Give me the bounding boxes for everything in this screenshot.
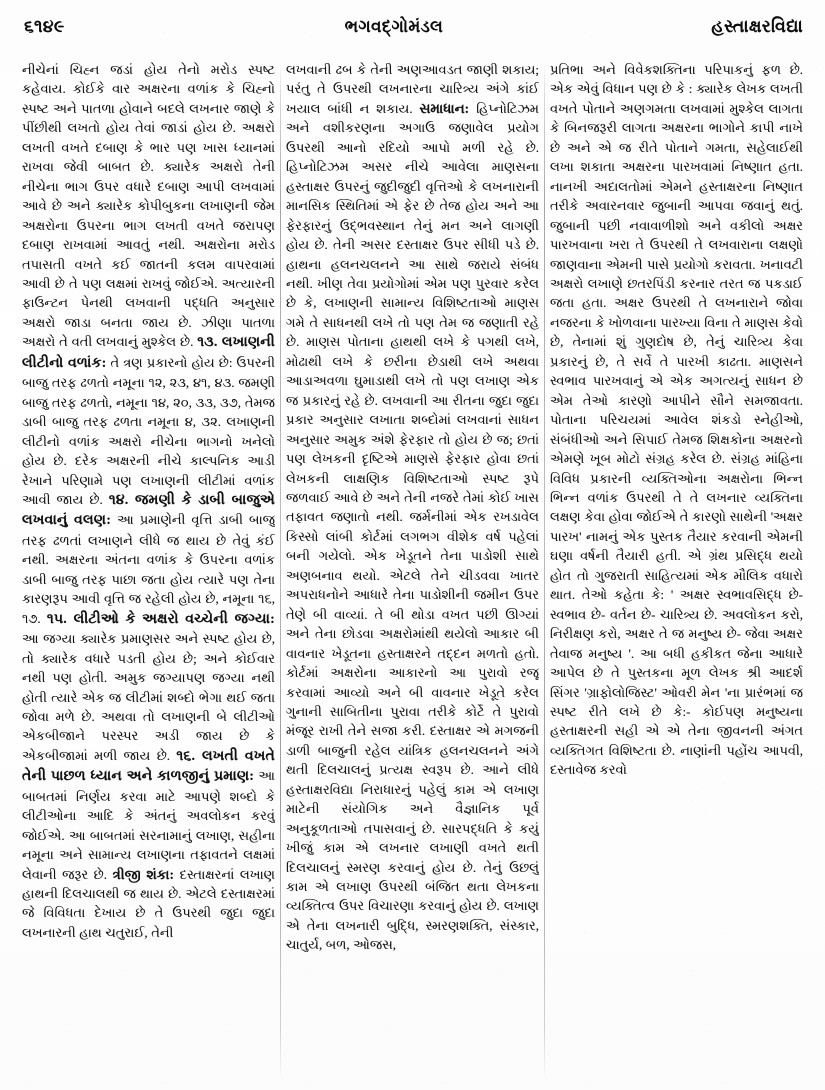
column-gap-2 xyxy=(539,60,550,1082)
body-text: પ્રતિભા અને વિવેકશક્તિના પરિપાકનું ફળ છે. એક એવું વિધાન પણ છે કે : ક્યારેક લેખક લખતી વખતે પોતાને અણગમતા લખવામાં મુશ્કેલ લાગતા કે બિનજરૂરી લાગતા અક્ષરના ભાગોને કાપી નાખે છે અને એ જ રીતે પોતાને ગમતા, સહેલાઈથી લખા શકાતા અક્ષરના પારખવામાં નિષ્ણાત હતા. નાનખી અદાલતોમાં એમને હસ્તાક્ષરના નિષ્ણાત તરીકે અવારનવાર જુબાની આપવા જવાનું થતું. જુબાની પછી નવાવાળીશો અને વકીલો અક્ષર પારખવાના ખરા તે ઉપરથી તે લખવારાના લક્ષણો જાણવાના એમની પાસે પ્રયોગો કરાવતા. ખનાવટી અક્ષરો લખાણે છતરપિંડી કરનાર તરત જ પકડાઈ જતા હતા. અક્ષર ઉપરથી તે લખનારાને જોવા નજરના કે ખોળવાના પારખ્યા વિના તે માણસ કેવો છે, તેનામાં શું ગુણદોષ છે, તેનું ચારિત્ર્ય કેવા પ્રકારનું છે, તે સર્વે તે પારખી કાઢતા. માણસને સ્વભાવ પારખવાનું એ એક અગત્યનું સાધન છે એમ તેઓ કારણો આપીને સૌને સમજાવતા. પોતાના પરિચયમાં આવેલ શંકડો સ્નેહીઓ, સંબંધીઓ અને સિપાઈ તેમજ શિક્ષકોના અક્ષરનો એમણે ખૂબ મોટો સંગ્રહ કરેલ છે. સંગ્રહ માંહિના વિવિધ પ્રકારની વ્યક્તિઓના અક્ષરોના ભિન્ન ભિન્ન વળાંક ઉપરથી તે તે લખનાર વ્યક્તિના લક્ષણ કેવા હોવા જોઈએ તે કારણો સાથેની 'અક્ષર પારખ' નામનું એક પુસ્તક તૈયાર કરવાની એમની ઘણા વર્ષની તૈયારી હતી. એ ગ્રંથ પ્રસિદ્ધ થયો હોત તો ગુજરાતી સાહિત્યમાં એક મૌલિક વધારો થાત. તેઓ કહેતા કે: ' અક્ષર સ્વભાવસિદ્ધ છે- સ્વભાવ છે- વર્તન છે- ચારિત્ર્ય છે. અવલોકન કરો, નિરીક્ષણ કરો, અક્ષર તે જ મનુષ્ય છે- જેવા અક્ષર તેવાજ મનુષ્ય '. આ બધી હકીકત જેના આધારે આપેલ છે તે પુસ્તકના મૂળ લેખક શ્રી આદર્શ સિંગર 'ગ્રાફોલોજિસ્ટ' ઓવરી મેન 'ના પ્રારંભમાં જ સ્પષ્ટ રીતે લખે છે કે:- કોઈપણ મનુષ્યના હસ્તાક્ષરની સહી એ એ તેના જીવનની અંગત વ્યક્તિગત વિશિષ્ટતા છે. નાણાંની પહોંચ આપવી, દસ્તાવેજ કરવો xyxy=(550,62,803,778)
section-heading: ૧૫. લીટીઓ કે અક્ષરો વચ્ચેની જગ્યા: xyxy=(46,610,275,627)
section-heading: સમાધાન: xyxy=(419,100,470,116)
body-text: દસ્તાક્ષરનાં લખાણ હાથની દિલચાલથી જ થાય છે. એટલે દસ્તાક્ષરમાં જે વિવિધતા દેખાય છે તે ઉપરથી જુદા જુદા લખનારની હાથ ચતુરાઈ, તેની xyxy=(22,866,275,940)
body-text: હિપ્નોટિઝમ અને વશીકરણના અગાઉ જણાવેલ પ્રયોગ ઉપરથી આનો રદિયો આપો મળી રહે છે. હિપ્નોટિઝમ અસર નીચે આવેલા માણસના હસ્તાક્ષર ઉપરનું જુદીજુદી વૃત્તિઓ કે લખનારાની માનસિક સ્થિતિમાં એ ફેર છે તેજ હોય અને આ ફેરફારનું ઉદ્ભવસ્થાન તેનું મન અને લાગણી હોય છે. તેની અસર દસ્તાક્ષર ઉપર સીધી પડે છે. હાથના હલનચલનને આ સાથે જરાયે સંબંધ નથી. ખીણ તેવા પ્રયોગોમાં એમ પણ પુરવાર કરેલ છે કે, લખાણની સામાન્ય વિશિષ્ટતાઓ માણસ ગમે તે સાધનથી લખે તો પણ તેમ જ જણાતી રહે છે. માણસ પોતાના હાથથી લખે કે પગથી લખે, મોઢાથી લખે કે છરીના છેડાથી લખે અથવા આડાઅવળા ઘુમાડાથી લખે તો પણ લખાણ એક જ પ્રકારનું રહે છે. લખવાની આ રીતના જુદા જુદા પ્રકાર અનુસાર લખાતા શબ્દોમાં લખવાનાં સાધન અનુસાર અમુક અંશે ફેરફાર તો હોય છે જ; છતાં પણ લેખકની દૃષ્ટિએ માણસે ફેરફાર હોવા છતાં લેખકની લાક્ષણિક વિશિષ્ટતાઓ સ્પષ્ટ રૂપે જળવાઈ આવે છે અને તેની નજરે તેમાં કોઈ ખાસ તફાવત જણાતો નથી. જર્મનીમાં એક રખડાવેલ કિસ્સો લાંબી કોર્ટમાં લગભગ વીશેક વર્ષ પહેલાં બની ગયેલો. એક ખેડૂતને તેના પાડોશી સાથે અણબનાવ થયો. એટલે તેને ચીડવવા ખાતર અપરાધનોને આધારે તેના પાડોશીની જમીન ઉપર તેણે બી વાવ્યાં. તે બી થોડા વખત પછી ઊગ્યાં અને તેના છોડવા અક્ષરોમાંથી થયેલો આકાર બી વાવનાર ખેડૂતના હસ્તાક્ષરને તદ્દન મળતો હતો. કોર્ટમાં અક્ષરોના આકારનો આ પુરાવો રજૂ કરવામાં આવ્યો અને બી વાવનાર ખેડૂતે કરેલ ગુનાની સાબિતીના પુરાવા તરીકે કોર્ટે તે પુરાવો મંજૂર રાખી તેને સજા કરી. દસ્તાક્ષર એ મગજની ડાળી બાજુની રહેલ યાંત્રિક હલનચલનને અંગે થતી દિલચાલનું પ્રત્યક્ષ સ્વરૂપ છે. આને લીધે હસ્તાક્ષરવિદ્યા નિરાધારનું પહેલું કામ એ લખાણ માટેની સંયોગિક અને વૈજ્ઞાનિક પૂર્વ અનુકૂળતાઓ તપાસવાનું છે. સારપદ્ધતિ કે કયું ખીજું કામ એ લખનાર લખાણી વખતે થતી દિલચાલનું સ્મરણ કરવાનું હોય છે. તેનું ઉછલું કામ એ લખાણ ઉપરથી બંજિત થતા લેખકના વ્યક્તિત્વ ઉપર વિચારણા કરવાનું હોય છે. લખાણ એ તેના લખનારી બુદ્ધિ, સ્મરણશક્તિ, સંસ્કાર, ચાતુર્ય, બળ, ઓજસ, xyxy=(286,100,539,953)
column-divider-rule xyxy=(280,62,281,1080)
text-column-3 xyxy=(550,60,803,1082)
column-gap-1 xyxy=(275,60,286,1082)
paragraph-flow xyxy=(22,60,275,942)
body-text: આ જગ્યા ક્યારેક પ્રમાણસર અને સ્પષ્ટ હોય છે, તો ક્યારેક વધારે પડતી હોય છે; અને કોઈવાર નથી પણ હોતી. અમુક જગ્યાપણ જગ્યા નથી હોતી ત્યારે એક જ લીટીમાં શબ્દો ભેગા થઈ જતા જોવા મળે છે. અથવા તો લખાણની બે લીટીઓ એકબીજાને પરસ્પર અડી જાય છે કે એકબીજામાં મળી જાય છે. xyxy=(22,631,275,763)
column-divider-rule xyxy=(544,62,545,1080)
running-head xyxy=(24,18,803,46)
section-heading: ૧૩. લખાણની લીટીનો વળાંક: xyxy=(22,334,275,371)
section-heading: ત્રીજી શંકા: xyxy=(112,866,175,882)
paragraph-flow xyxy=(286,60,539,955)
section-title: હસ્તાક્ષરવિદ્યા xyxy=(711,16,803,36)
text-column-1 xyxy=(22,60,275,1082)
text-column-2 xyxy=(286,60,539,1082)
body-text: નીચેનાં ચિહ્ન જડાં હોય તેનો મરોડ સ્પષ્ટ કહેવાય. કોઈકે વાર અક્ષરના વળાંક કે ચિહ્નો સ્પષ્ટ અને પાતળા હોવાને બદલે લખનાર જાણે કે પીંછીથી લખતો હોય તેવાં જાડાં હોય છે. અક્ષરો લખતી વખતે દબાણ કે ભાર પણ ખાસ ધ્યાનમાં રાખવા જેવી બાબત છે. ક્યારેક અક્ષરો તેની નીચેના ભાગ ઉપર વધારે દબાણ આપી લખવામાં આવે છે અને ક્યારેક કોપીબુકના લખાણની જેમ અક્ષરોના ઉપરના ભાગ લખતી વખતે જરાપણ દબાણ રાખવામાં આવતું નથી. અક્ષરોના મરોડ તપાસતી વખતે કઈ જાતની કલમ વાપરવામાં આવી છે તે પણ લક્ષમાં રાખવું જોઈએ. અત્યારની ફાઉન્ટન પેનથી લખવાની પદ્ધતિ અનુસાર અક્ષરો જાડા બનતા જાય છે. ઝીણા પાતળા અક્ષરો તે વતી લખવાનું મુશ્કેલ છે. xyxy=(22,62,275,350)
body-text: આ પ્રમાણેની વૃત્તિ ડાબી બાજુ તરફ ઢળતાં લખાણને લીધે જ થાય છે તેવું કંઈ નથી. અક્ષરના અંતના વળાંક કે ઉપરના વળાંક ડાબી બાજુ તરફ પાછા જતા હોય ત્યારે પણ તેના કારણરૂપ આવી વૃત્તિ જ રહેલી હોય છે, નમૂના ૧૬, ૧૭. xyxy=(22,512,275,626)
book-title: ભગવદ્ગોમંડલ xyxy=(344,17,444,36)
body-text: આ બાબતમાં નિર્ણય કરવા માટે આપણે શબ્દો કે લીટીઓના આદિ કે અંતનું અવલોકન કરવું જોઈએ. આ બાબતમાં સરનામાનું લખાણ, સહીના નમૂના અને સામાન્ય લખાણના તફાવતને લક્ષમાં લેવાની જરૂર છે. xyxy=(22,768,275,882)
body-text: લખવાની ઢબ કે તેની અણઆવડત જાણી શકાય; પરંતુ તે ઉપરથી લખનારના ચારિત્ર્ય અંગે કાંઈ ખયાલ બાંધી ન શકાય. xyxy=(286,62,539,116)
section-heading: ૧૬. લખતી વખતે તેની પાછળ ધ્યાન અને કાળજીનું પ્રમાણ: xyxy=(22,747,275,785)
page-number: ૬૧૪૯ xyxy=(24,16,65,36)
paragraph-flow xyxy=(550,60,803,780)
section-heading: ૧૪. જમણી કે ડાબી બાજુએ લખવાનું વલણ: xyxy=(22,491,275,529)
text-columns xyxy=(22,60,803,1082)
body-text: તે ત્રણ પ્રકારનો હોય છે: ઉપરની બાજુ તરફ ઢળતો નમૂના ૧૨, ૨૩, ૪૧, ૪૩. જમણી બાજુ તરફ ઢળતો, નમૂના ૧૪, ૨૦, ૩૩, ૩૭, તેમજ ડાબી બાજુ તરફ ઢળતા નમૂના ૪, ૩૨. લખાણની લીટીનો વળાંક અક્ષરો નીચેના ભાગનો ખનેલો હોય છે. દરેક અક્ષરની નીચે કાલ્પનિક આડી રેખાને પરિણામે પણ લખાણની લીટીમાં વળાંક આવી જાય છે. xyxy=(22,354,275,507)
